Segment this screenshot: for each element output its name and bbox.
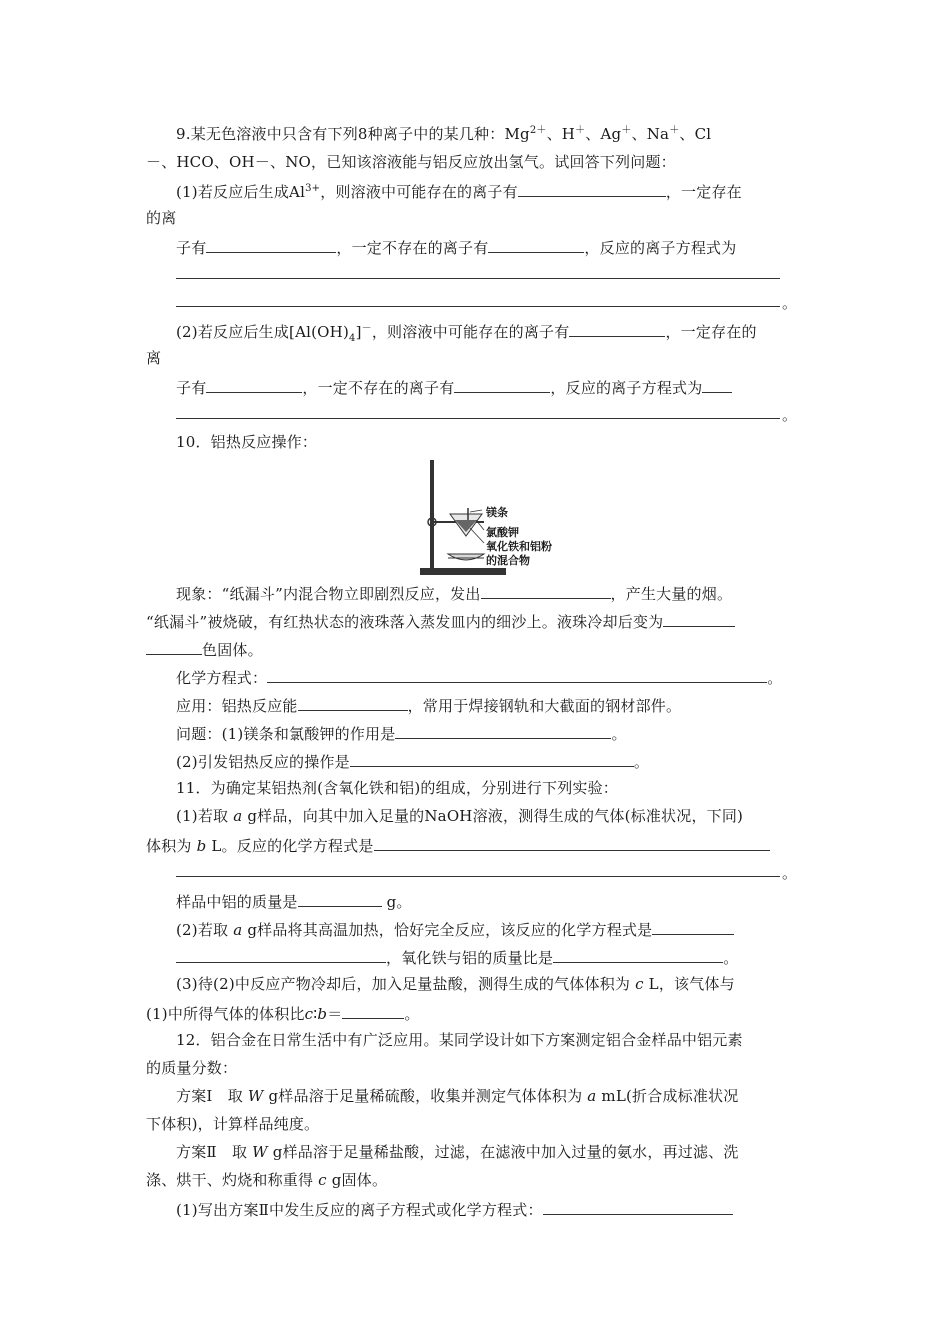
text: 、Ag — [585, 125, 622, 143]
answer-blank[interactable] — [518, 180, 666, 197]
answer-blank[interactable] — [454, 376, 550, 393]
var: a — [587, 1087, 597, 1105]
text: 现象：“纸漏斗”内混合物立即剧烈反应，发出 — [176, 585, 481, 603]
sup: 2＋ — [529, 125, 547, 136]
answer-blank[interactable] — [663, 610, 735, 627]
text: 涤、烘干、灼烧和称重得 — [146, 1171, 314, 1189]
q11-mass — [176, 890, 412, 912]
q11-part2-line2 — [176, 946, 738, 968]
text: mL(折合成标准状况 — [596, 1087, 739, 1105]
text: 。 — [633, 753, 650, 771]
text: (1)若取 — [176, 807, 229, 825]
answer-blank[interactable] — [206, 236, 336, 253]
var: a — [233, 921, 243, 939]
text: (3)待(2)中反应产物冷却后，加入足量盐酸，测得生成的气体体积为 — [176, 975, 631, 993]
text: ] — [355, 323, 362, 341]
text: ＝ — [327, 1005, 343, 1023]
q12-scheme1 — [176, 1086, 738, 1106]
q12-title: 12．铝合金在日常生活中有广泛应用。某同学设计如下方案测定铝合金样品中铝元素 — [176, 1031, 743, 1049]
text: 体积为 — [146, 837, 192, 855]
period: 。 — [782, 294, 798, 312]
fig-label-mixture-2: 的混合物 — [486, 554, 530, 567]
q9-part1 — [176, 180, 742, 202]
text: ∶ — [313, 1005, 318, 1023]
text: 色固体。 — [202, 641, 263, 659]
text: ，一定存在 — [665, 183, 742, 201]
text: g样品溶于足量稀盐酸，过滤，在滤液中加入过量的氨水，再过滤、洗 — [267, 1143, 739, 1161]
q9-part2 — [176, 320, 757, 342]
fig-label-mixture-1: 氧化铁和铝粉 — [486, 540, 552, 553]
q9-part2-wrap: 离 — [146, 349, 162, 367]
answer-line[interactable] — [176, 278, 780, 279]
text: 样品中铝的质量是 — [176, 893, 298, 911]
answer-blank[interactable] — [267, 666, 767, 683]
answer-blank[interactable] — [298, 694, 408, 711]
answer-blank[interactable] — [569, 320, 665, 337]
answer-blank[interactable] — [176, 946, 386, 963]
q10-phenomenon-line2 — [146, 610, 735, 632]
answer-line[interactable] — [176, 306, 780, 307]
text: 、Na — [631, 125, 670, 143]
q10-equation — [176, 666, 782, 688]
text: ，产生大量的烟。 — [610, 585, 733, 603]
text: (2)若取 — [176, 921, 229, 939]
text: ，一定不存在的离子有 — [302, 379, 455, 397]
text: (2)引发铝热反应的操作是 — [176, 753, 350, 771]
text: L，该气体与 — [643, 975, 735, 993]
text: g。 — [381, 893, 412, 911]
sup: ＋ — [575, 125, 586, 136]
period: 。 — [782, 864, 798, 882]
answer-blank[interactable] — [298, 890, 382, 907]
answer-blank[interactable] — [374, 834, 770, 851]
answer-blank[interactable] — [395, 722, 611, 739]
text: 。 — [767, 669, 783, 687]
text: ，一定存在的 — [665, 323, 757, 341]
q10-question2 — [176, 750, 649, 772]
q11-part1-line2 — [146, 834, 770, 856]
text: 问题：(1)镁条和氯酸钾的作用是 — [176, 725, 396, 743]
q12-question1 — [176, 1198, 733, 1220]
var: b — [317, 1005, 328, 1023]
q11-part2 — [176, 918, 734, 940]
text: 子有 — [176, 239, 207, 257]
q9-intro-line2: －、HCO、OH－、NO，已知该溶液能与铝反应放出氢气。试回答下列问题： — [146, 153, 676, 171]
text: 。 — [404, 1005, 420, 1023]
q10-phenomenon-line3 — [146, 638, 263, 660]
q12-scheme1-line2: 下体积)，计算样品纯度。 — [146, 1115, 320, 1133]
q12-scheme2-line2 — [146, 1170, 387, 1190]
sup: ＋ — [669, 125, 680, 136]
text: ，则溶液中可能存在的离子有 — [371, 323, 570, 341]
text: 子有 — [176, 379, 207, 397]
q11-part3 — [176, 974, 735, 994]
var: c — [318, 1171, 327, 1189]
text: ，常用于焊接钢轨和大截面的钢材部件。 — [407, 697, 682, 715]
q12-title-line2: 的质量分数： — [146, 1059, 238, 1077]
period: 。 — [782, 406, 798, 424]
text: 、Cl — [679, 125, 712, 143]
q9-part1-line3 — [176, 236, 736, 258]
answer-blank[interactable] — [652, 918, 734, 935]
sup: 3+ — [305, 183, 321, 194]
text: g固体。 — [326, 1171, 388, 1189]
var: c — [635, 975, 644, 993]
q9-part1-wrap: 的离 — [146, 209, 177, 227]
q11-title: 11．为确定某铝热剂(含氧化铁和铝)的组成，分别进行下列实验： — [176, 779, 618, 797]
answer-blank[interactable] — [488, 236, 584, 253]
q11-part3-line2 — [146, 1002, 420, 1024]
text: g样品溶于足量稀硫酸，收集并测定气体体积为 — [263, 1087, 583, 1105]
q10-application — [176, 694, 681, 716]
answer-line[interactable] — [176, 418, 780, 419]
q12-scheme2 — [176, 1142, 739, 1162]
q9-part2-line3 — [176, 376, 732, 398]
sub: 4 — [349, 333, 356, 344]
text: ，反应的离子方程式为 — [584, 239, 737, 257]
answer-blank[interactable] — [553, 946, 723, 963]
text: 化学方程式： — [176, 669, 268, 687]
q10-question1 — [176, 722, 627, 744]
text: 方案Ⅱ 取 — [176, 1143, 248, 1161]
sup: － — [361, 323, 372, 334]
text: g样品将其高温加热，恰好完全反应，该反应的化学方程式是 — [242, 921, 653, 939]
sup: ＋ — [621, 125, 632, 136]
q9-intro-text: 9.某无色溶液中只含有下列8种离子中的某几种：Mg — [176, 125, 530, 143]
var: a — [233, 807, 243, 825]
q9-intro — [176, 124, 711, 144]
answer-blank[interactable] — [481, 582, 611, 599]
text: “纸漏斗”被烧破，有红热状态的液珠落入蒸发皿内的细沙上。液珠冷却后变为 — [146, 613, 664, 631]
text: g样品，向其中加入足量的NaOH溶液，测得生成的气体(标准状况，下同) — [242, 807, 744, 825]
q10-phenomenon — [176, 582, 732, 604]
var: W — [247, 1087, 264, 1105]
text: (1)中所得气体的体积比 — [146, 1005, 305, 1023]
text: 方案Ⅰ 取 — [176, 1087, 243, 1105]
answer-blank[interactable] — [543, 1198, 733, 1215]
text: 。 — [723, 949, 739, 967]
text: L。反应的化学方程式是 — [206, 837, 374, 855]
text: (1)写出方案Ⅱ中发生反应的离子方程式或化学方程式： — [176, 1201, 543, 1219]
text: (2)若反应后生成[Al(OH) — [176, 323, 350, 341]
text: 。 — [611, 725, 627, 743]
fig-label-kclo3: 氯酸钾 — [486, 526, 519, 539]
answer-blank[interactable] — [342, 1002, 404, 1019]
answer-line[interactable] — [176, 876, 780, 877]
answer-blank[interactable] — [350, 750, 634, 767]
text: ，反应的离子方程式为 — [550, 379, 703, 397]
answer-blank[interactable] — [206, 376, 302, 393]
text: ，则溶液中可能存在的离子有 — [320, 183, 518, 201]
answer-blank[interactable] — [702, 376, 732, 393]
fig-label-mg-strip: 镁条 — [486, 506, 508, 519]
text: ，一定不存在的离子有 — [336, 239, 489, 257]
var: b — [196, 837, 207, 855]
var: W — [252, 1143, 268, 1161]
thermite-apparatus-figure — [418, 458, 578, 578]
text: (1)若反应后生成Al — [176, 183, 306, 201]
text: 、H — [546, 125, 576, 143]
q10-title: 10．铝热反应操作： — [176, 433, 318, 451]
text: 应用：铝热反应能 — [176, 697, 298, 715]
text: ，氧化铁与铝的质量比是 — [386, 949, 554, 967]
var: c — [304, 1005, 314, 1023]
answer-blank[interactable] — [146, 638, 202, 655]
q11-part1 — [176, 806, 743, 826]
